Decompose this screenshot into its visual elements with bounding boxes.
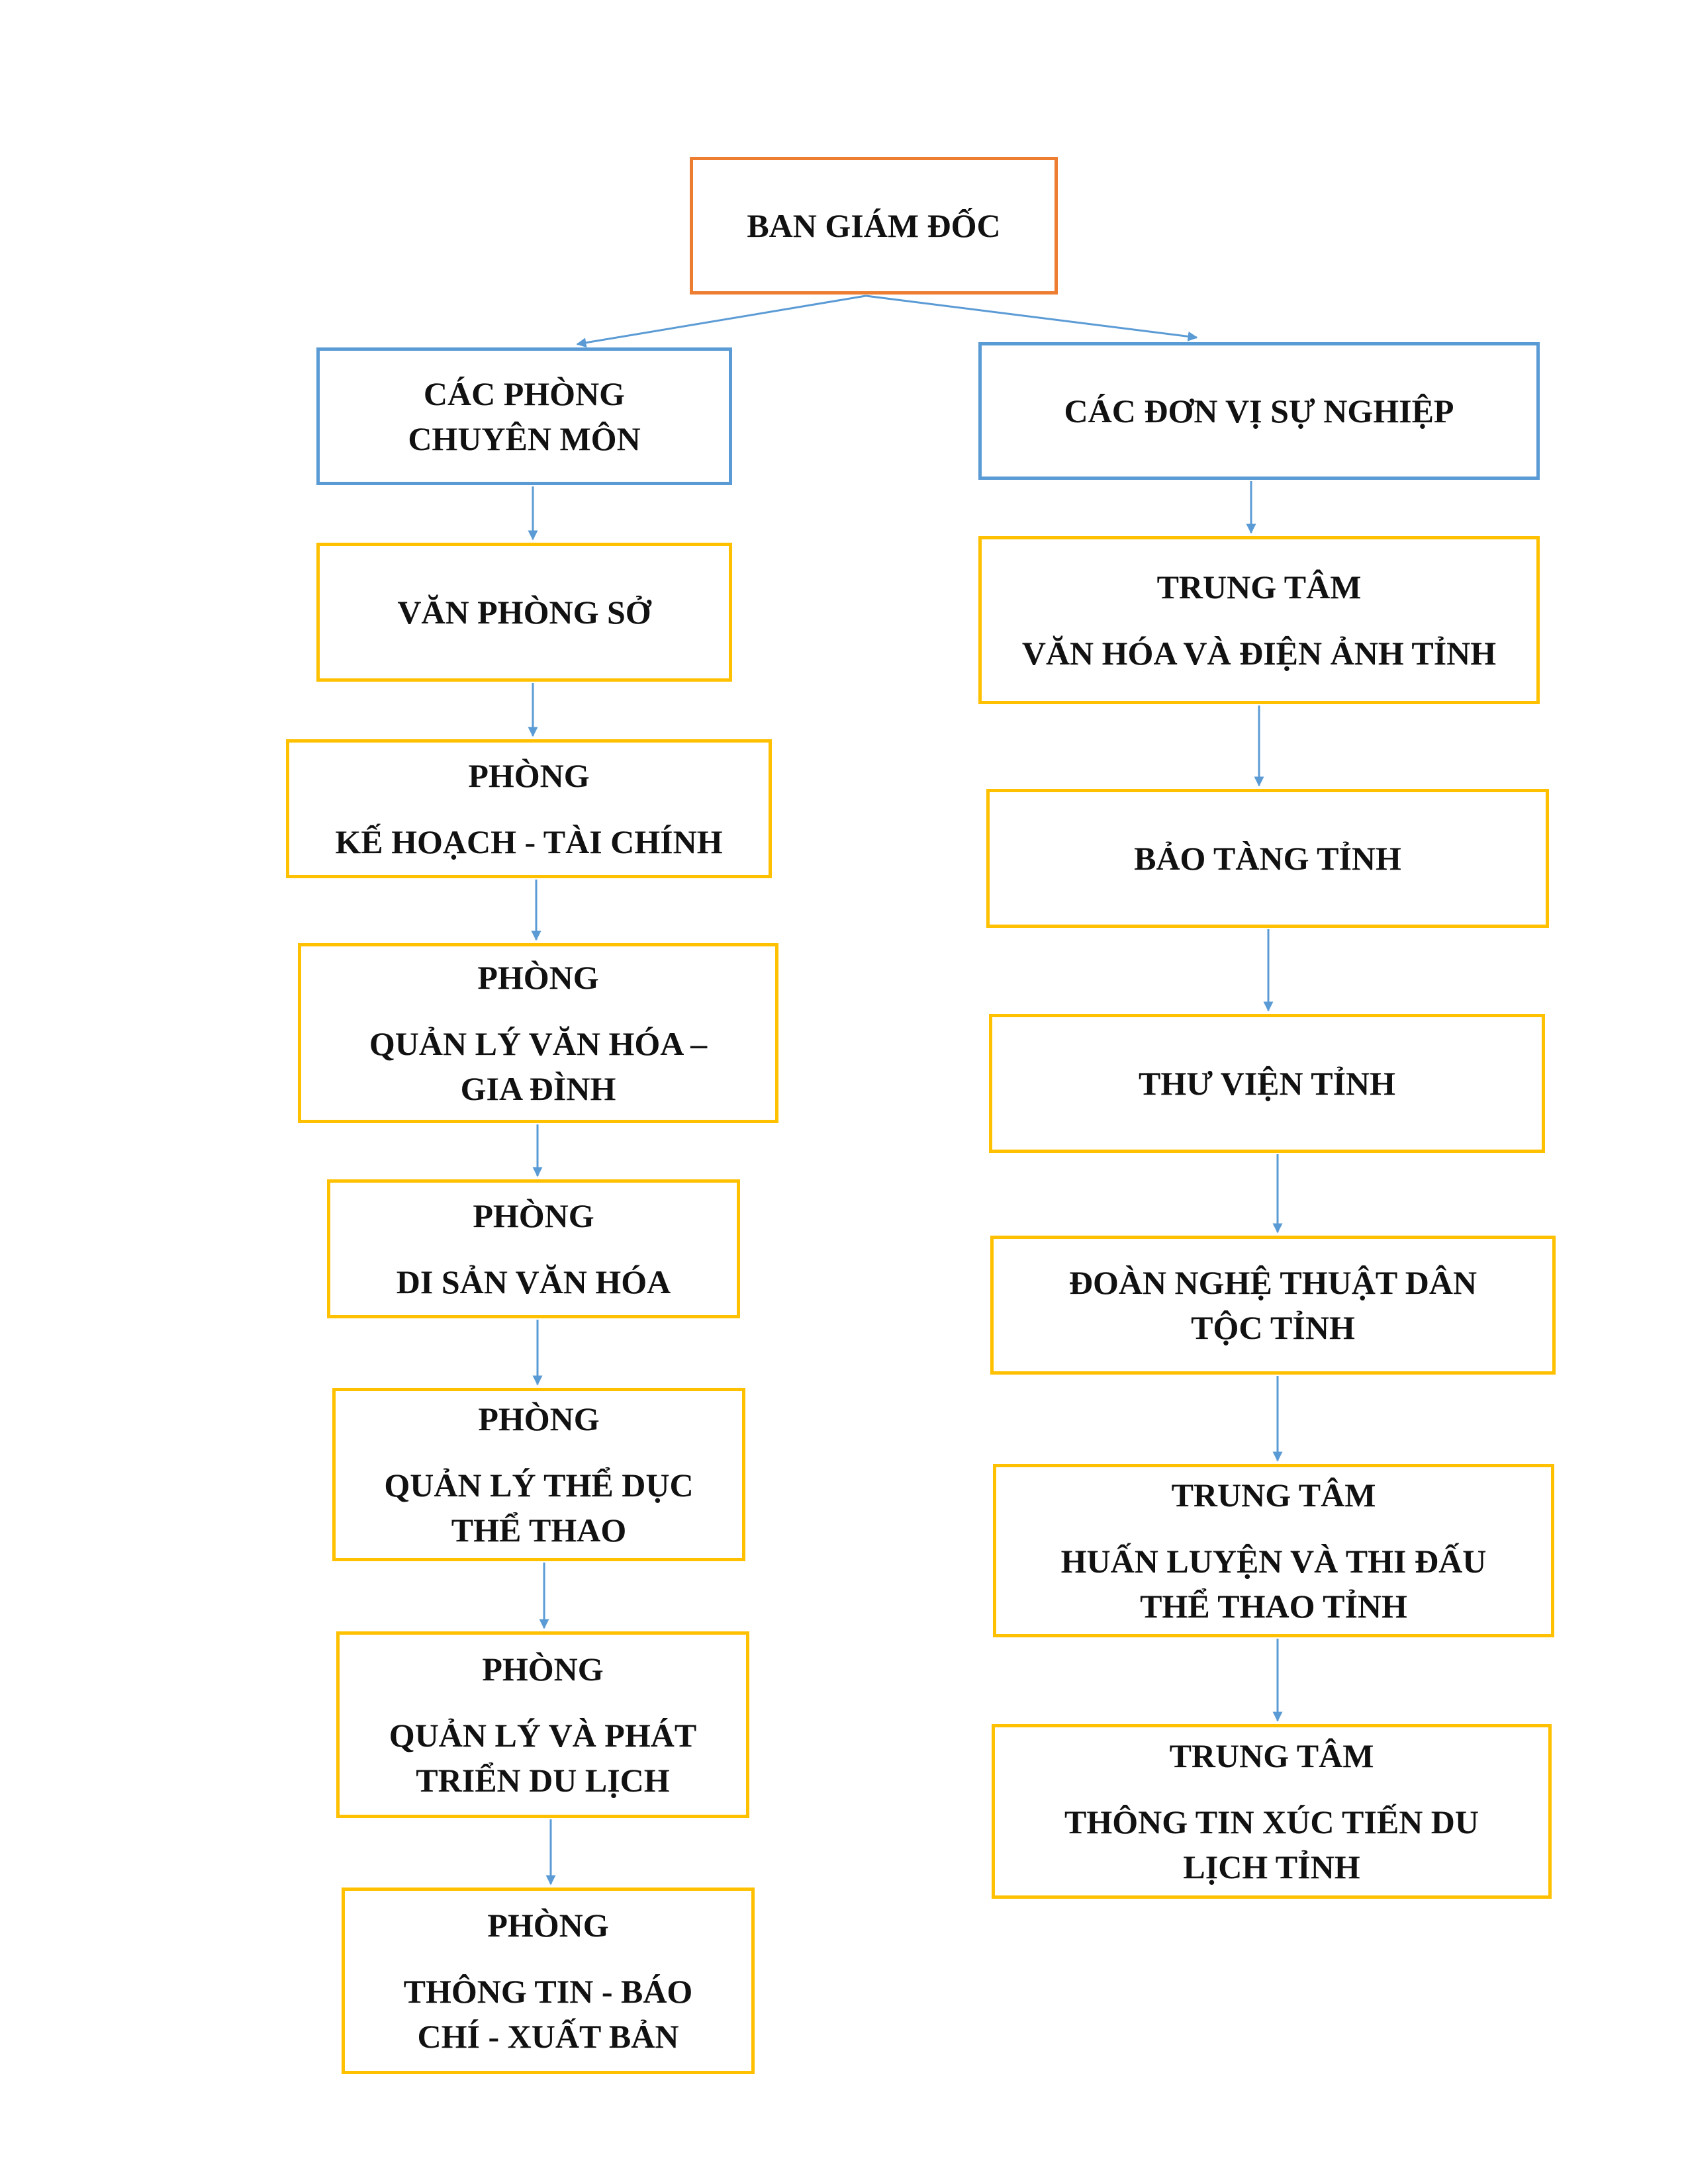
unit-line2: KẾ HOẠCH - TÀI CHÍNH — [335, 823, 723, 860]
unit-line1: PHÒNG — [477, 959, 599, 996]
unit-line2: THÔNG TIN XÚC TIẾN DU LỊCH TỈNH — [1064, 1803, 1479, 1886]
unit-line1: ĐOÀN NGHỆ THUẬT DÂN TỘC TỈNH — [1068, 1264, 1477, 1346]
unit-line2: QUẢN LÝ VÀ PHÁT TRIỂN DU LỊCH — [389, 1717, 697, 1799]
unit-line1: THƯ VIỆN TỈNH — [1138, 1065, 1396, 1102]
root-box — [690, 157, 1058, 295]
unit-line2: QUẢN LÝ VĂN HÓA – GIA ĐÌNH — [369, 1025, 708, 1107]
unit-line1: PHÒNG — [487, 1907, 609, 1944]
unit-line2: HUẤN LUYỆN VÀ THI ĐẤU THỂ THAO TỈNH — [1060, 1543, 1487, 1625]
root-label: BAN GIÁM ĐỐC — [747, 207, 1001, 244]
left-group-label: CÁC PHÒNG CHUYÊN MÔN — [408, 375, 641, 457]
unit-line1: PHÒNG — [478, 1400, 600, 1437]
unit-line1: TRUNG TÂM — [1169, 1737, 1374, 1774]
unit-line2: DI SẢN VĂN HÓA — [396, 1263, 671, 1300]
left-unit-quan-ly-phat-trien-du-lich — [336, 1631, 749, 1818]
unit-line1: PHÒNG — [482, 1651, 604, 1688]
unit-line1: PHÒNG — [468, 757, 590, 794]
right-unit-van-hoa-dien-anh — [978, 536, 1540, 704]
unit-line1: TRUNG TÂM — [1156, 569, 1362, 606]
right-unit-xuc-tien-du-lich — [992, 1724, 1552, 1899]
right-unit-doan-nghe-thuat — [990, 1236, 1556, 1375]
unit-line2: THÔNG TIN - BÁO CHÍ - XUẤT BẢN — [403, 1973, 693, 2055]
right-group-label: CÁC ĐƠN VỊ SỰ NGHIỆP — [1064, 392, 1454, 430]
right-unit-bao-tang — [986, 789, 1549, 928]
left-unit-quan-ly-van-hoa-gia-dinh — [298, 943, 778, 1123]
left-unit-thong-tin-bao-chi-xuat-ban — [342, 1888, 755, 2074]
unit-line2: QUẢN LÝ THỂ DỤC THỂ THAO — [384, 1467, 694, 1549]
left-unit-quan-ly-the-duc-the-thao — [332, 1388, 745, 1561]
unit-line2: VĂN HÓA VÀ ĐIỆN ẢNH TỈNH — [1021, 635, 1497, 672]
root-to-right-group-arrow — [866, 296, 1197, 338]
right-group-box — [978, 342, 1540, 480]
unit-line1: BẢO TÀNG TỈNH — [1134, 840, 1401, 877]
right-unit-thu-vien — [989, 1014, 1545, 1153]
left-group-box — [316, 347, 732, 485]
root-to-left-group-arrow — [577, 296, 866, 344]
right-unit-huan-luyen-thi-dau — [993, 1464, 1554, 1637]
left-unit-di-san-van-hoa — [327, 1179, 740, 1318]
unit-line1: TRUNG TÂM — [1171, 1477, 1376, 1514]
unit-line1: VĂN PHÒNG SỞ — [397, 594, 651, 631]
left-unit-ke-hoach-tai-chinh — [286, 739, 772, 878]
unit-line1: PHÒNG — [473, 1197, 594, 1234]
left-unit-van-phong-so — [316, 543, 732, 682]
